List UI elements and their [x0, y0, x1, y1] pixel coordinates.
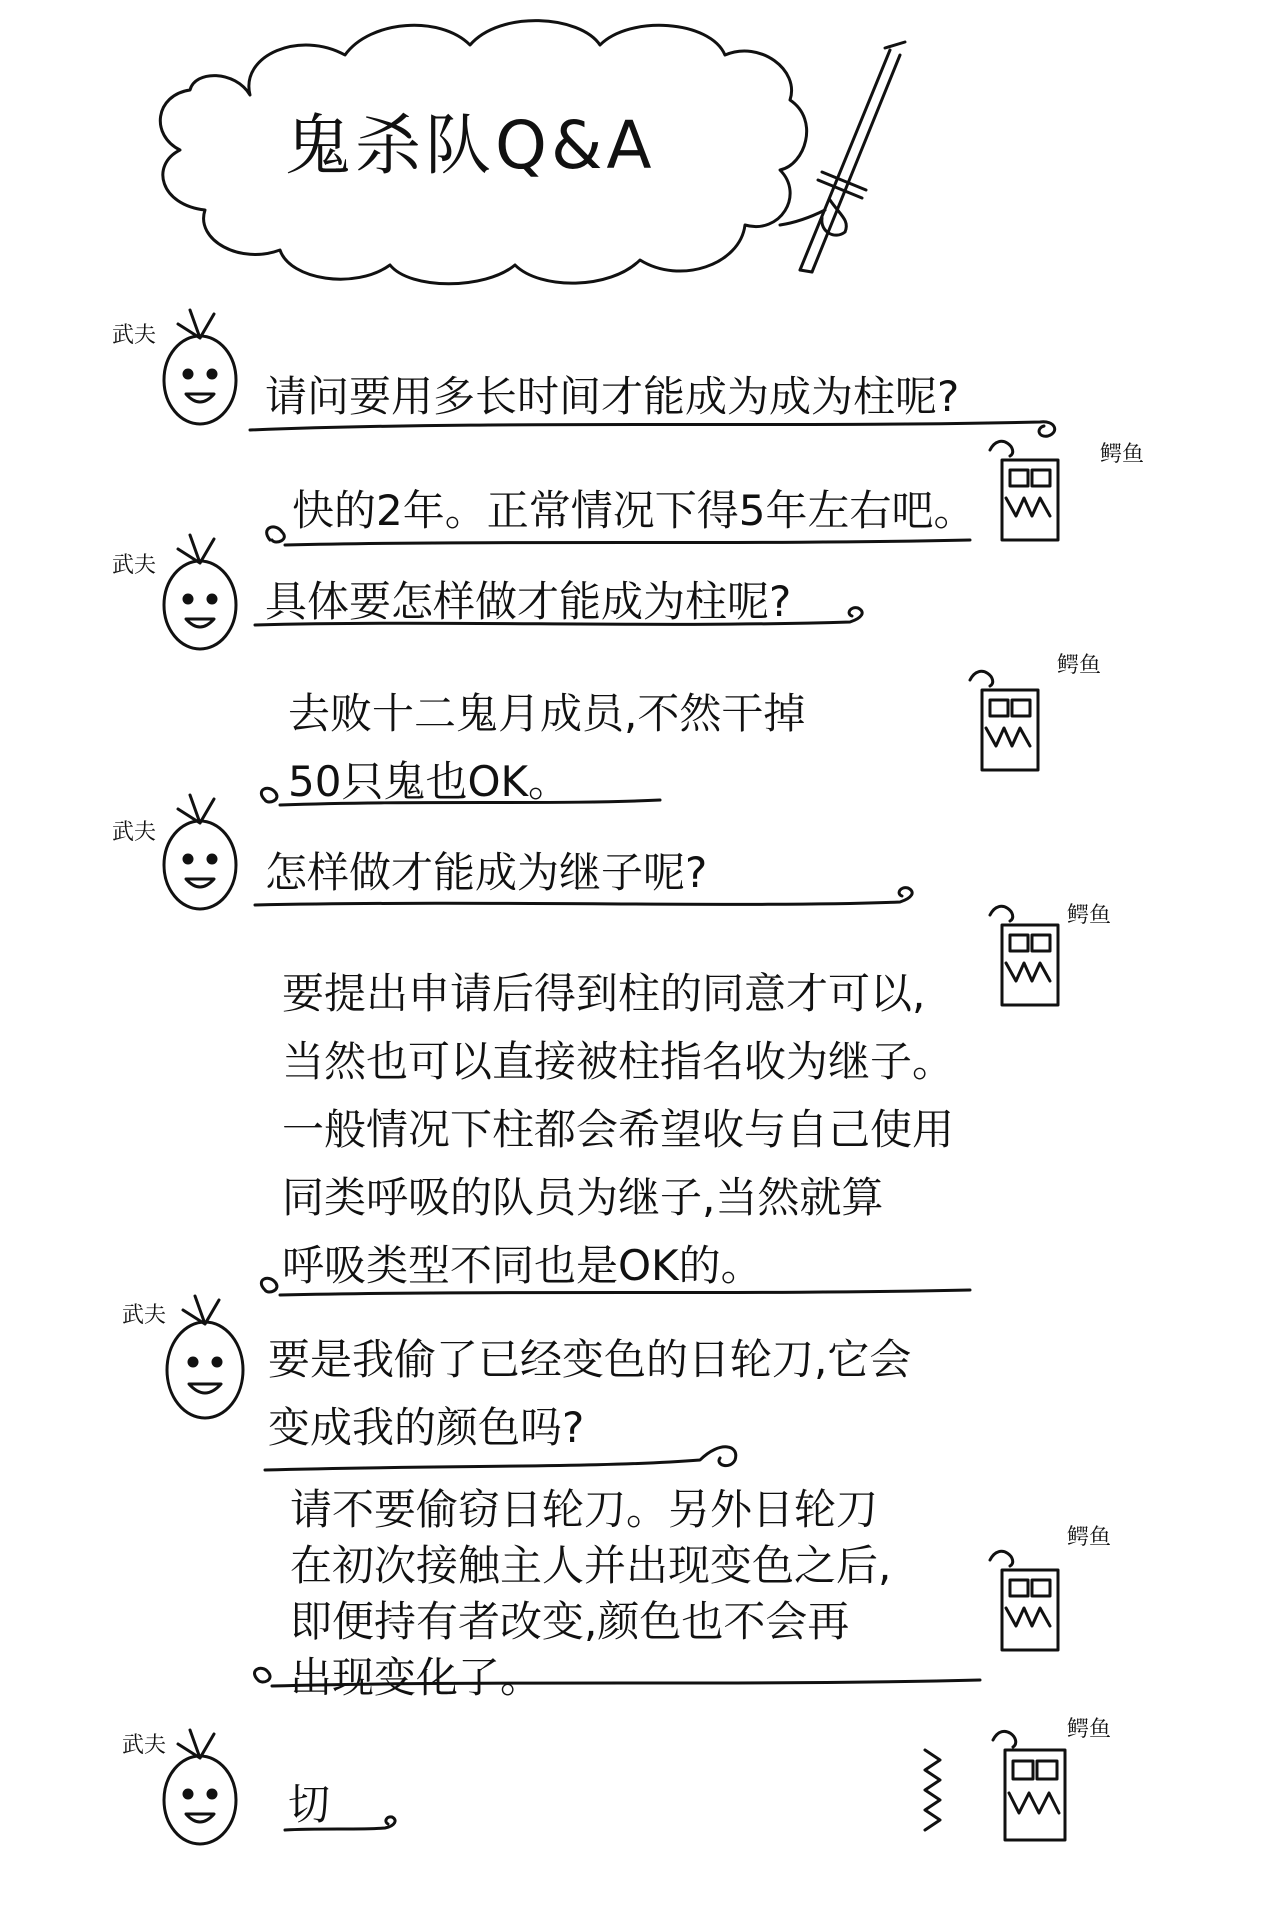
answer-4 [290, 1482, 891, 1706]
bug-face-icon-3 [164, 795, 236, 909]
speaker-label-answerer: 鳄鱼 [1067, 1525, 1112, 1550]
question-4-line: 要是我偷了已经变色的日轮刀,它会 [268, 1335, 912, 1384]
croc-face-icon-5 [993, 1731, 1065, 1840]
question-2: 具体要怎样做才能成为柱呢? [265, 577, 792, 626]
answer-4-line: 请不要偷窃日轮刀。另外日轮刀 [290, 1485, 879, 1534]
answer-3-line: 要提出申请后得到柱的同意才可以, [282, 969, 926, 1018]
answer-2-line: 50只鬼也OK。 [288, 757, 571, 806]
question-5: 切 [288, 1780, 331, 1829]
bug-face-icon-1 [164, 310, 236, 424]
speaker-label-asker: 武夫 [122, 1733, 167, 1758]
speaker-label-answerer: 鳄鱼 [1067, 1717, 1112, 1742]
answer-2 [288, 680, 805, 816]
question-4-line: 变成我的颜色吗? [268, 1403, 585, 1452]
bug-face-icon-4 [167, 1296, 243, 1418]
answer-4-line: 在初次接触主人并出现变色之后, [290, 1541, 892, 1590]
speaker-label-answerer: 鳄鱼 [1067, 903, 1112, 928]
bug-face-icon-2 [164, 535, 236, 649]
q1-underline [250, 422, 1055, 436]
bug-face-icon-5 [164, 1730, 236, 1844]
answer-3-line: 当然也可以直接被柱指名收为继子。 [282, 1037, 955, 1086]
speaker-label-asker: 武夫 [112, 820, 157, 845]
answer-2-line: 去败十二鬼月成员,不然干掉 [288, 689, 806, 738]
answer-4-line: 出现变化了。 [290, 1653, 543, 1702]
page-title: 鬼杀队Q&A [285, 107, 656, 184]
croc-face-icon-4 [990, 1551, 1058, 1650]
speaker-label-answerer: 鳄鱼 [1100, 442, 1145, 467]
answer-3 [282, 960, 954, 1300]
answer-3-line: 呼吸类型不同也是OK的。 [282, 1241, 763, 1290]
speaker-label-asker: 武夫 [112, 323, 157, 348]
question-3: 怎样做才能成为继子呢? [265, 848, 708, 897]
speaker-label-asker: 武夫 [122, 1303, 167, 1328]
question-4 [268, 1326, 911, 1462]
answer-3-line: 同类呼吸的队员为继子,当然就算 [282, 1173, 884, 1222]
speaker-label-asker: 武夫 [112, 553, 157, 578]
speaker-label-answerer: 鳄鱼 [1057, 653, 1102, 678]
answer-1: 快的2年。正常情况下得5年左右吧。 [292, 486, 976, 535]
question-1: 请问要用多长时间才能成为成为柱呢? [265, 372, 960, 421]
croc-face-icon-2 [970, 671, 1038, 770]
answer-3-line: 一般情况下柱都会希望收与自己使用 [282, 1105, 955, 1154]
answer-4-line: 即便持有者改变,颜色也不会再 [290, 1597, 850, 1646]
shock-lines-icon [925, 1750, 940, 1830]
croc-face-icon-3 [990, 906, 1058, 1005]
croc-face-icon-1 [990, 441, 1058, 540]
